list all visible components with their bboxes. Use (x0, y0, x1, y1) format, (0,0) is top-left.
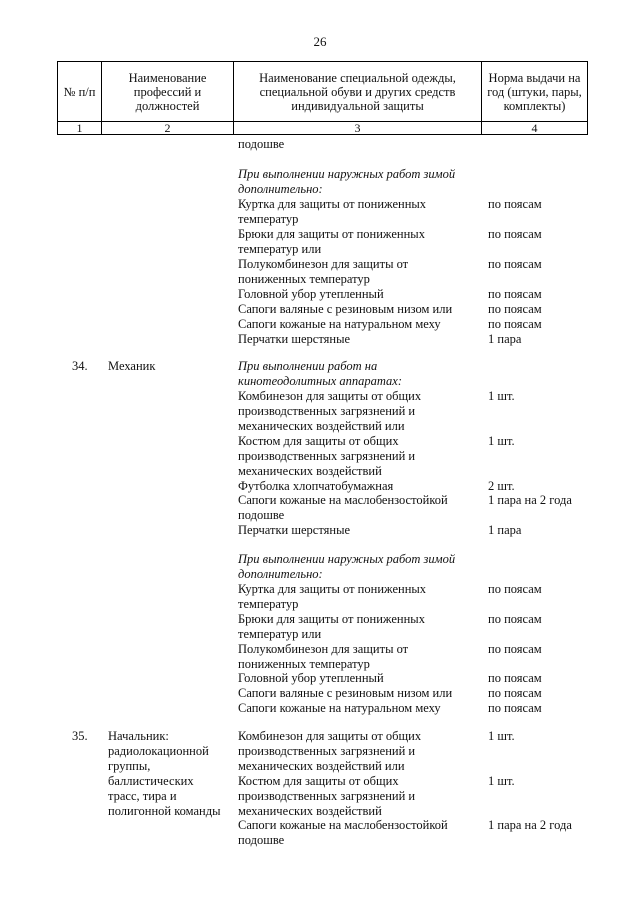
item-norm: 1 шт. (488, 434, 515, 448)
page-number: 26 (313, 34, 327, 49)
item-line: производственных загрязнений и (238, 744, 416, 758)
row-number: 35. (72, 729, 88, 743)
item-line: Сапоги кожаные на натуральном меху (238, 317, 441, 331)
item-line: Сапоги кожаные на натуральном меху (238, 701, 441, 715)
item-line: механических воздействий (238, 464, 382, 478)
header-col-profession: Наименование профессий и должностей (102, 62, 234, 122)
section-heading: дополнительно: (238, 182, 323, 196)
item-line: производственных загрязнений и (238, 789, 416, 803)
item-norm: 2 шт. (488, 479, 515, 493)
item-line: температур или (238, 242, 322, 256)
item-norm: по поясам (488, 671, 542, 685)
item-norm: 1 пара на 2 года (488, 493, 572, 507)
item-norm: по поясам (488, 287, 542, 301)
section-heading: При выполнении работ на (238, 359, 378, 373)
item-line: подошве (238, 137, 285, 151)
item-line: Костюм для защиты от общих (238, 434, 399, 448)
profession-name: трасс, тира и (108, 789, 177, 803)
item-norm: 1 пара (488, 332, 522, 346)
header-num-1: 1 (58, 122, 102, 135)
item-line: Комбинезон для защиты от общих (238, 389, 422, 403)
item-line: Брюки для защиты от пониженных (238, 227, 425, 241)
section-heading: При выполнении наружных работ зимой (238, 167, 456, 181)
item-line: Сапоги кожаные на маслобензостойкой (238, 493, 448, 507)
item-norm: по поясам (488, 302, 542, 316)
item-norm: по поясам (488, 642, 542, 656)
item-norm: 1 шт. (488, 729, 515, 743)
item-norm: по поясам (488, 582, 542, 596)
item-line: Футболка хлопчатобумажная (238, 479, 394, 493)
item-norm: по поясам (488, 227, 542, 241)
header-num-2: 2 (102, 122, 234, 135)
item-line: Перчатки шерстяные (238, 523, 351, 537)
item-line: подошве (238, 508, 285, 522)
profession-name: Начальник: (108, 729, 169, 743)
item-line: пониженных температур (238, 272, 370, 286)
item-line: пониженных температур (238, 657, 370, 671)
item-line: механических воздействий (238, 804, 382, 818)
header-col-norm: Норма выдачи на год (штуки, пары, комплекты) (482, 62, 588, 122)
item-line: производственных загрязнений и (238, 449, 416, 463)
item-line: Сапоги кожаные на маслобензостойкой (238, 818, 448, 832)
item-line: температур (238, 212, 299, 226)
item-line: Сапоги валяные с резиновым низом или (238, 302, 453, 316)
profession-name: радиолокационной (108, 744, 209, 758)
row-number: 34. (72, 359, 88, 373)
item-norm: 1 шт. (488, 389, 515, 403)
item-line: механических воздействий или (238, 759, 405, 773)
item-line: Перчатки шерстяные (238, 332, 351, 346)
item-norm: по поясам (488, 317, 542, 331)
profession-name: полигонной команды (108, 804, 221, 818)
header-num-4: 4 (482, 122, 588, 135)
item-line: производственных загрязнений и (238, 404, 416, 418)
item-line: Головной убор утепленный (238, 671, 384, 685)
item-norm: по поясам (488, 197, 542, 211)
section-heading: При выполнении наружных работ зимой (238, 552, 456, 566)
item-line: Полукомбинезон для защиты от (238, 257, 409, 271)
item-line: Головной убор утепленный (238, 287, 384, 301)
item-norm: по поясам (488, 686, 542, 700)
item-norm: 1 пара (488, 523, 522, 537)
item-line: температур (238, 597, 299, 611)
section-heading: кинотеодолитных аппаратах: (238, 374, 403, 388)
item-line: Костюм для защиты от общих (238, 774, 399, 788)
header-col-number: № п/п (58, 62, 102, 122)
profession-name: баллистических (108, 774, 194, 788)
header-col-equipment: Наименование специальной одежды, специальной обуви и других средств индивидуальной защиты (234, 62, 482, 122)
item-norm: по поясам (488, 701, 542, 715)
section-heading: дополнительно: (238, 567, 323, 581)
header-num-3: 3 (234, 122, 482, 135)
item-norm: по поясам (488, 612, 542, 626)
profession-name: группы, (108, 759, 151, 773)
item-norm: по поясам (488, 257, 542, 271)
item-line: механических воздействий или (238, 419, 405, 433)
item-line: Брюки для защиты от пониженных (238, 612, 425, 626)
item-line: подошве (238, 833, 285, 847)
profession-name: Механик (108, 359, 156, 373)
item-line: Куртка для защиты от пониженных (238, 197, 427, 211)
item-norm: 1 пара на 2 года (488, 818, 572, 832)
item-line: Полукомбинезон для защиты от (238, 642, 409, 656)
item-line: температур или (238, 627, 322, 641)
item-line: Куртка для защиты от пониженных (238, 582, 427, 596)
item-norm: 1 шт. (488, 774, 515, 788)
item-line: Комбинезон для защиты от общих (238, 729, 422, 743)
item-line: Сапоги валяные с резиновым низом или (238, 686, 453, 700)
